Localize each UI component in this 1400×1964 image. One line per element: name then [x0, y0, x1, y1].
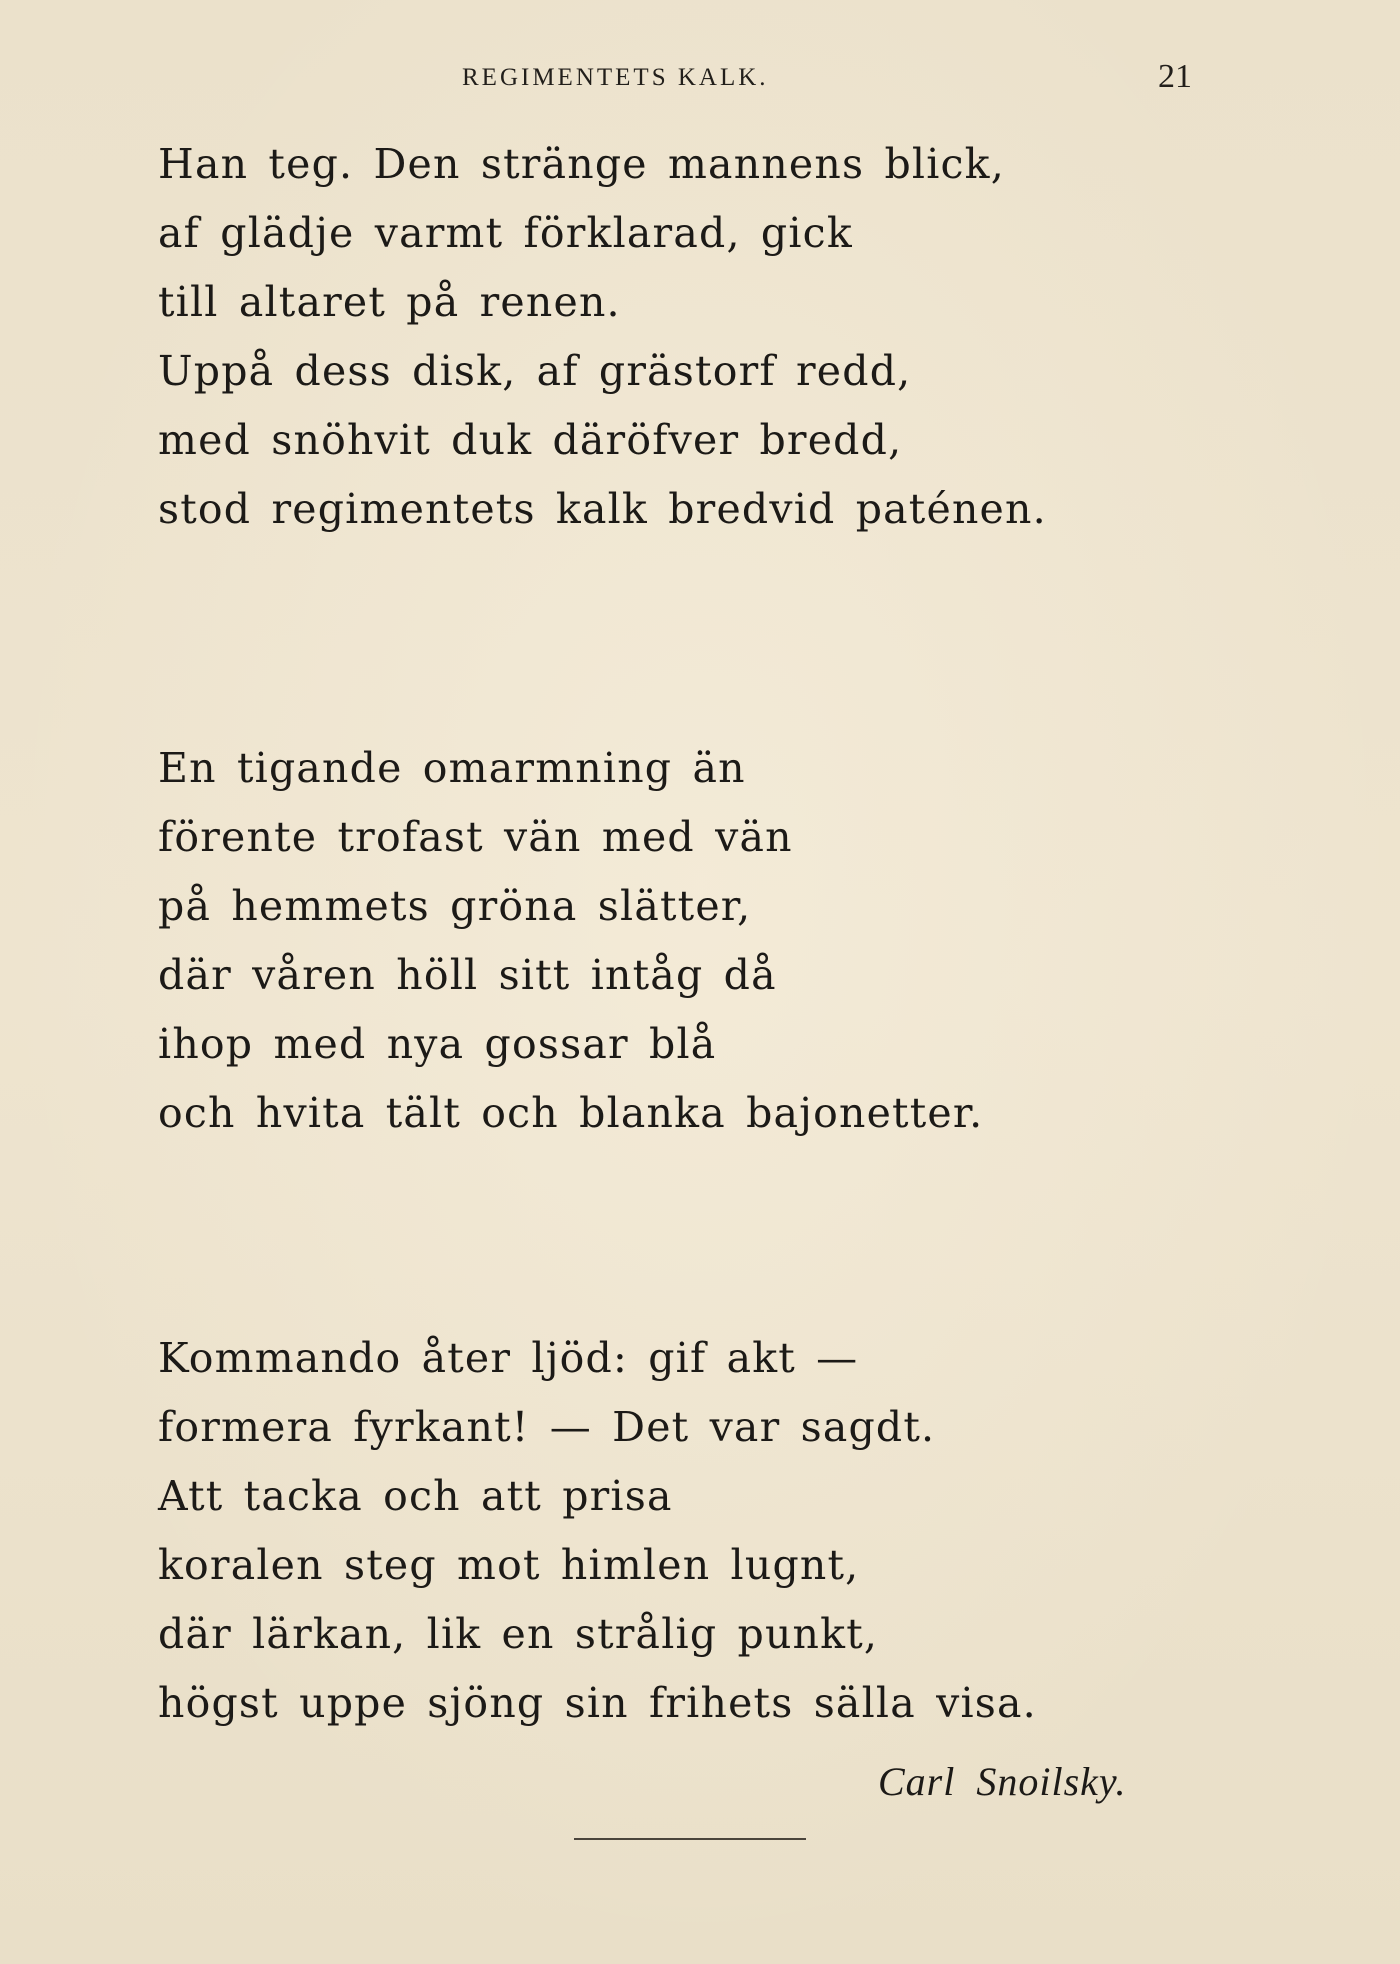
poem-line: Att tacka och att prisa [158, 1472, 673, 1520]
poem-line: där lärkan, lik en strålig punkt, [158, 1610, 879, 1658]
running-head [0, 58, 1400, 98]
poem-line: Han teg. Den stränge mannens blick, [158, 140, 1005, 188]
poem-line: och hvita tält och blanka bajonetter. [158, 1089, 984, 1137]
running-title: REGIMENTETS KALK. [462, 64, 769, 91]
poem-line: högst uppe sjöng sin frihets sälla visa. [158, 1679, 1037, 1727]
poem-line: på hemmets gröna slätter, [158, 882, 752, 930]
poem-line: där våren höll sitt intåg då [158, 951, 777, 999]
stanza-3 [158, 1324, 1037, 1738]
end-rule-divider [574, 1838, 806, 1840]
poem-line: En tigande omarmning än [158, 744, 746, 792]
poem-line: till altaret på renen. [158, 278, 621, 326]
author-signature: Carl Snoilsky. [878, 1759, 1127, 1804]
poem-line: ihop med nya gossar blå [158, 1020, 717, 1068]
stanza-1 [158, 130, 1047, 544]
page-number: 21 [1158, 58, 1192, 95]
poem-line: stod regimentets kalk bredvid paténen. [158, 485, 1047, 533]
poem-line: förente trofast vän med vän [158, 813, 793, 861]
poem-line: formera fyrkant! — Det var sagdt. [158, 1403, 936, 1451]
poem-line: Kommando åter ljöd: gif akt — [158, 1334, 859, 1382]
poem-line: koralen steg mot himlen lugnt, [158, 1541, 860, 1589]
stanza-2 [158, 734, 983, 1148]
poem-line: Uppå dess disk, af grästorf redd, [158, 347, 912, 395]
poem-line: med snöhvit duk däröfver bredd, [158, 416, 903, 464]
poem-line: af glädje varmt förklarad, gick [158, 209, 853, 257]
